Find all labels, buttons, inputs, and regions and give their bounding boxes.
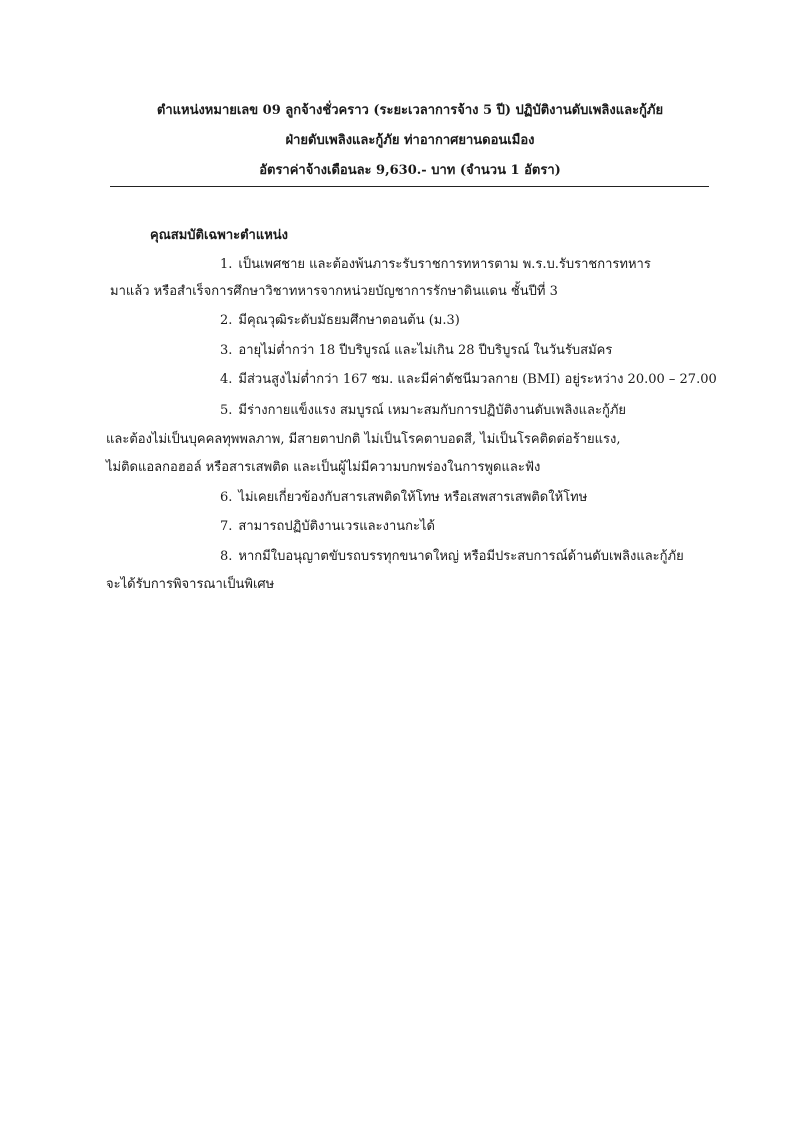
- item-text: หากมีใบอนุญาตขับรถบรรทุกขนาดใหญ่ หรือมีประสบการณ์ด้านดับเพลิงและกู้ภัย: [238, 549, 684, 564]
- list-item-8: [220, 548, 684, 566]
- item-text: อายุไม่ต่ำกว่า 18 ปีบริบูรณ์ และไม่เกิน 28 ปีบริบูรณ์ ในวันรับสมัคร: [238, 343, 613, 358]
- item-number: 5.: [220, 403, 233, 418]
- header-line-3: อัตราค่าจ้างเดือนละ 9,630.- บาท (จำนวน 1 อัตรา): [259, 163, 561, 178]
- list-item-3: [220, 342, 612, 360]
- header-divider: [110, 186, 709, 187]
- item-text: มีคุณวุฒิระดับมัธยมศึกษาตอนต้น (ม.3): [238, 313, 460, 328]
- header-line-1: ตำแหน่งหมายเลข 09 ลูกจ้างชั่วคราว (ระยะเวลาการจ้าง 5 ปี) ปฏิบัติงานดับเพลิงและกู้ภัย: [156, 103, 664, 118]
- list-item-8-continuation: จะได้รับการพิจารณาเป็นพิเศษ: [106, 577, 275, 592]
- list-item-5-continuation: ไม่ติดแอลกอฮอล์ หรือสารเสพติด และเป็นผู้ไม่มีความบกพร่องในการพูดและฟัง: [106, 460, 541, 475]
- list-item-6: [220, 489, 587, 507]
- item-text: สามารถปฏิบัติงานเวรและงานกะได้: [238, 519, 435, 534]
- list-item-5: [220, 402, 626, 420]
- list-item-1: [220, 256, 651, 274]
- header-line-2: ฝ่ายดับเพลิงและกู้ภัย ท่าอากาศยานดอนเมือง: [285, 133, 535, 148]
- list-item-4: [220, 371, 717, 389]
- item-number: 2.: [220, 313, 233, 328]
- item-text: มีร่างกายแข็งแรง สมบูรณ์ เหมาะสมกับการปฏิบัติงานดับเพลิงและกู้ภัย: [238, 403, 627, 418]
- item-number: 8.: [220, 549, 233, 564]
- item-number: 4.: [220, 372, 233, 387]
- item-text: มีส่วนสูงไม่ต่ำกว่า 167 ซม. และมีค่าดัชนีมวลกาย (BMI) อยู่ระหว่าง 20.00 – 27.00: [238, 372, 717, 387]
- list-item-2: [220, 312, 460, 330]
- item-text: เป็นเพศชาย และต้องพ้นภาระรับราชการทหารตาม พ.ร.บ.รับราชการทหาร: [238, 257, 651, 272]
- item-number: 7.: [220, 519, 233, 534]
- section-title: คุณสมบัติเฉพาะตำแหน่ง: [150, 228, 289, 243]
- item-text: ไม่เคยเกี่ยวข้องกับสารเสพติดให้โทษ หรือเสพสารเสพติดให้โทษ: [238, 490, 588, 505]
- item-number: 3.: [220, 343, 233, 358]
- item-number: 1.: [220, 257, 233, 272]
- list-item-5-continuation: และต้องไม่เป็นบุคคลทุพพลภาพ, มีสายตาปกติ ไม่เป็นโรคตาบอดสี, ไม่เป็นโรคติดต่อร้ายแรง,: [106, 432, 621, 447]
- item-number: 6.: [220, 490, 233, 505]
- list-item-1-continuation: มาแล้ว หรือสำเร็จการศึกษาวิชาทหารจากหน่วยบัญชาการรักษาดินแดน ชั้นปีที่ 3: [110, 284, 558, 299]
- list-item-7: [220, 518, 435, 536]
